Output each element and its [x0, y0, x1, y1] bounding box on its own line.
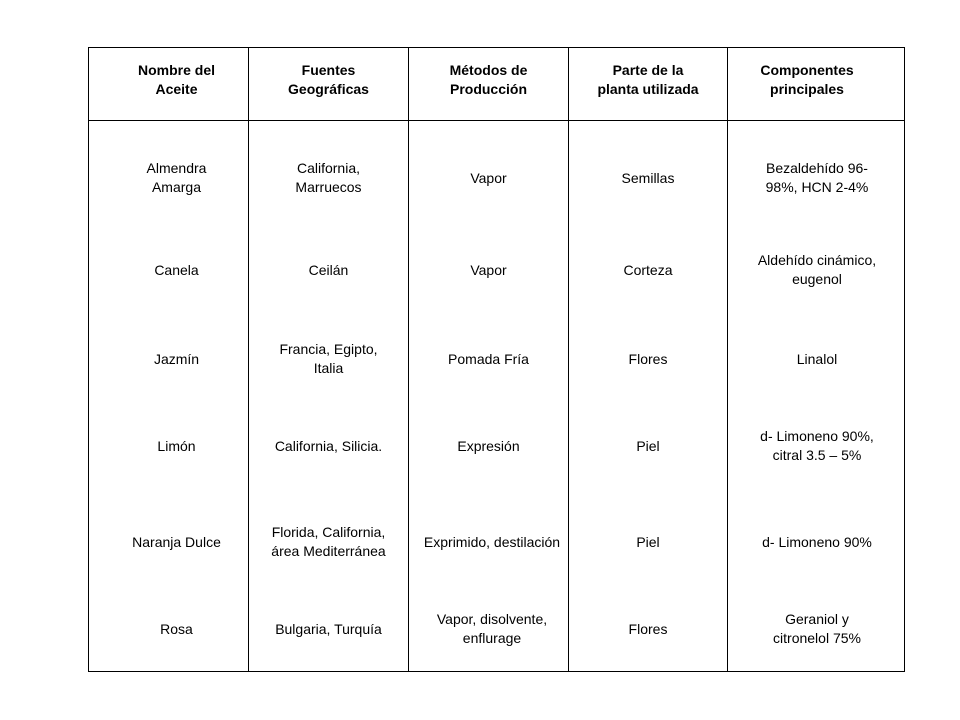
table-cell: Vapor [470, 261, 507, 278]
table-cell: Exprimido, destilación [423, 533, 561, 550]
table-cell: Pomada Fría [448, 350, 529, 367]
table-cell: d- Limoneno 90%, citral 3.5 – 5% [760, 428, 874, 463]
table-cell: Vapor [470, 169, 507, 186]
table-cell: Naranja Dulce [132, 533, 221, 550]
table-cell: Expresión [457, 437, 520, 454]
table-cell: Aldehído cinámico, eugenol [757, 252, 877, 287]
table-cell: Ceilán [308, 261, 349, 278]
table-cell: California, Marruecos [295, 160, 362, 195]
table-cell: Geraniol y citronelol 75% [773, 611, 861, 646]
header-divider [89, 120, 904, 121]
table-cell: Corteza [623, 261, 673, 278]
header-componentes: Componentes principales [760, 62, 854, 97]
table-cell: Piel [636, 437, 660, 454]
oils-table [88, 47, 905, 672]
header-metodos: Métodos de Producción [449, 62, 528, 97]
table-cell: Rosa [160, 620, 193, 637]
table-cell: Vapor, disolvente, enflurage [436, 611, 548, 646]
table-cell: Jazmín [153, 350, 200, 367]
table-cell: Bulgaria, Turquía [275, 620, 382, 637]
table-cell: Canela [154, 261, 199, 278]
table-cell: Francia, Egipto, Italia [279, 341, 378, 376]
header-nombre: Nombre del Aceite [137, 62, 215, 97]
table-cell: Florida, California, área Mediterránea [271, 524, 386, 559]
table-cell: Almendra Amarga [146, 160, 207, 195]
table-cell: California, Silicia. [274, 437, 383, 454]
header-fuentes: Fuentes Geográficas [288, 62, 369, 97]
table-cell: Flores [628, 620, 668, 637]
table-cell: Bezaldehído 96- 98%, HCN 2-4% [765, 160, 869, 195]
table-cell: Limón [157, 437, 196, 454]
header-parte: Parte de la planta utilizada [597, 62, 699, 97]
table-cell: Semillas [621, 169, 675, 186]
table-cell: d- Limoneno 90% [762, 533, 872, 550]
table-cell: Flores [628, 350, 668, 367]
table-cell: Piel [636, 533, 660, 550]
table-cell: Linalol [796, 350, 838, 367]
